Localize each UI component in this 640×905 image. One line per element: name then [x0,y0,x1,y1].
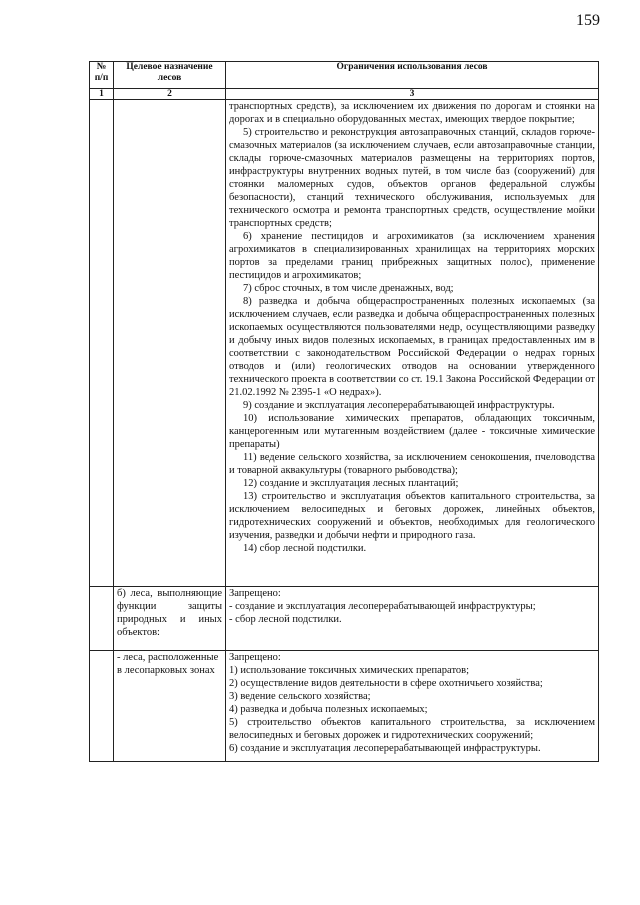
table-header-row [90,62,599,89]
restriction-paragraph: 6) хранение пестицидов и агрохимикатов (за исключением хранения агрохимикатов в специализированных хранилищах на территориях морских портов за пределами границ прибрежных защитных полос), применение пестицидов и агрохимикатов; [229,231,595,281]
column-number-1: 1 [90,89,114,100]
restriction-paragraph: транспортных средств), за исключением их движения по дорогам и стоянки на дорогах и в специально оборудованных местах, имеющих твердое покрытие; [229,101,595,125]
column-number-row [90,89,599,100]
restrictions-cell [226,587,599,651]
forest-restrictions-table [89,61,599,762]
restriction-line: - создание и эксплуатация лесоперерабатывающей инфраструктуры; [229,601,536,612]
table-row [90,587,599,651]
restrictions-cell [226,651,599,762]
restriction-paragraph: 5) строительство и реконструкция автозаправочных станций, складов горюче-смазочных материалов (за исключением случаев, если автозаправочные станции, склады горюче-смазочных материалов размещены на территориях портов, инфраструктуры внутренних водных путей, в том числе баз (сооружений) для стоянки маломерных судов, объектов органов федеральной службы безопасности), станций технического обслуживания, используемых для технического осмотра и ремонта транспортных средств, осуществление мойки транспортных средств; [229,127,595,229]
restriction-line: 1) использование токсичных химических препаратов; [229,665,470,676]
restriction-paragraph: 12) создание и эксплуатация лесных плантаций; [243,478,459,489]
restriction-line: 3) ведение сельского хозяйства; [229,691,371,702]
restriction-paragraph: 8) разведка и добыча общераспространенных полезных ископаемых (за исключением случаев, если разведка и добыча общераспространенных полезных ископаемых осуществляются пользователями недр, осуществляющими разведку и добычу иных видов полезных ископаемых, в границах предоставленных им в соответствии с законодательством Российской Федерации о недрах горных отводов и (или) геологических отводов на основании утвержденного технического проекта в соответствии со ст. 19.1 Закона Российской Федерации от 21.02.1992 № 2395-1 «О недрах»). [229,296,595,398]
purpose-cell [114,100,226,587]
table-row [90,100,599,587]
header-restrictions: Ограничения использования лесов [226,62,599,89]
purpose-text: - леса, расположенные в лесопарковых зонах [117,652,219,676]
column-number-2: 2 [114,89,226,100]
restriction-line: Запрещено: [229,588,281,599]
restriction-line: - сбор лесной подстилки. [229,614,342,625]
column-number-3: 3 [226,89,599,100]
row-number-cell [90,651,114,762]
page-number: 159 [576,12,600,29]
restriction-paragraph: 7) сброс сточных, в том числе дренажных, вод; [243,283,454,294]
restriction-line: 5) строительство объектов капитального строительства, за исключением велосипедных и беговых дорожек и гидротехнических сооружений; [229,717,595,741]
restriction-paragraph: 14) сбор лесной подстилки. [243,543,367,554]
restriction-line: Запрещено: [229,652,281,663]
restriction-paragraph: 9) создание и эксплуатация лесоперерабатывающей инфраструктуры. [243,400,555,411]
restriction-line: 2) осуществление видов деятельности в сфере охотничьего хозяйства; [229,678,543,689]
restriction-paragraph: 11) ведение сельского хозяйства, за исключением сенокошения, пчеловодства и товарной аквакультуры (товарного рыбоводства); [229,452,595,476]
table-row [90,651,599,762]
row-number-cell [90,587,114,651]
row-number-cell [90,100,114,587]
header-number: № п/п [90,62,114,89]
purpose-cell [114,651,226,762]
restriction-line: 4) разведка и добыча полезных ископаемых; [229,704,428,715]
header-purpose: Целевое назначение лесов [114,62,226,89]
restriction-line: 6) создание и эксплуатация лесоперерабатывающей инфраструктуры. [229,743,541,754]
restriction-paragraph: 10) использование химических препаратов, обладающих токсичным, канцерогенным или мутагенным воздействием (далее - токсичные химические препараты) [229,413,595,450]
restrictions-cell [226,100,599,587]
restriction-paragraph: 13) строительство и эксплуатация объектов капитального строительства, за исключением велосипедных и беговых дорожек, линейных объектов, гидротехнических сооружений и объектов, необходимых для геологического изучения, разведки и добычи нефти и природного газа. [229,491,595,541]
purpose-cell [114,587,226,651]
purpose-text: б) леса, выполняющие функции защиты природных и иных объектов: [117,588,222,638]
